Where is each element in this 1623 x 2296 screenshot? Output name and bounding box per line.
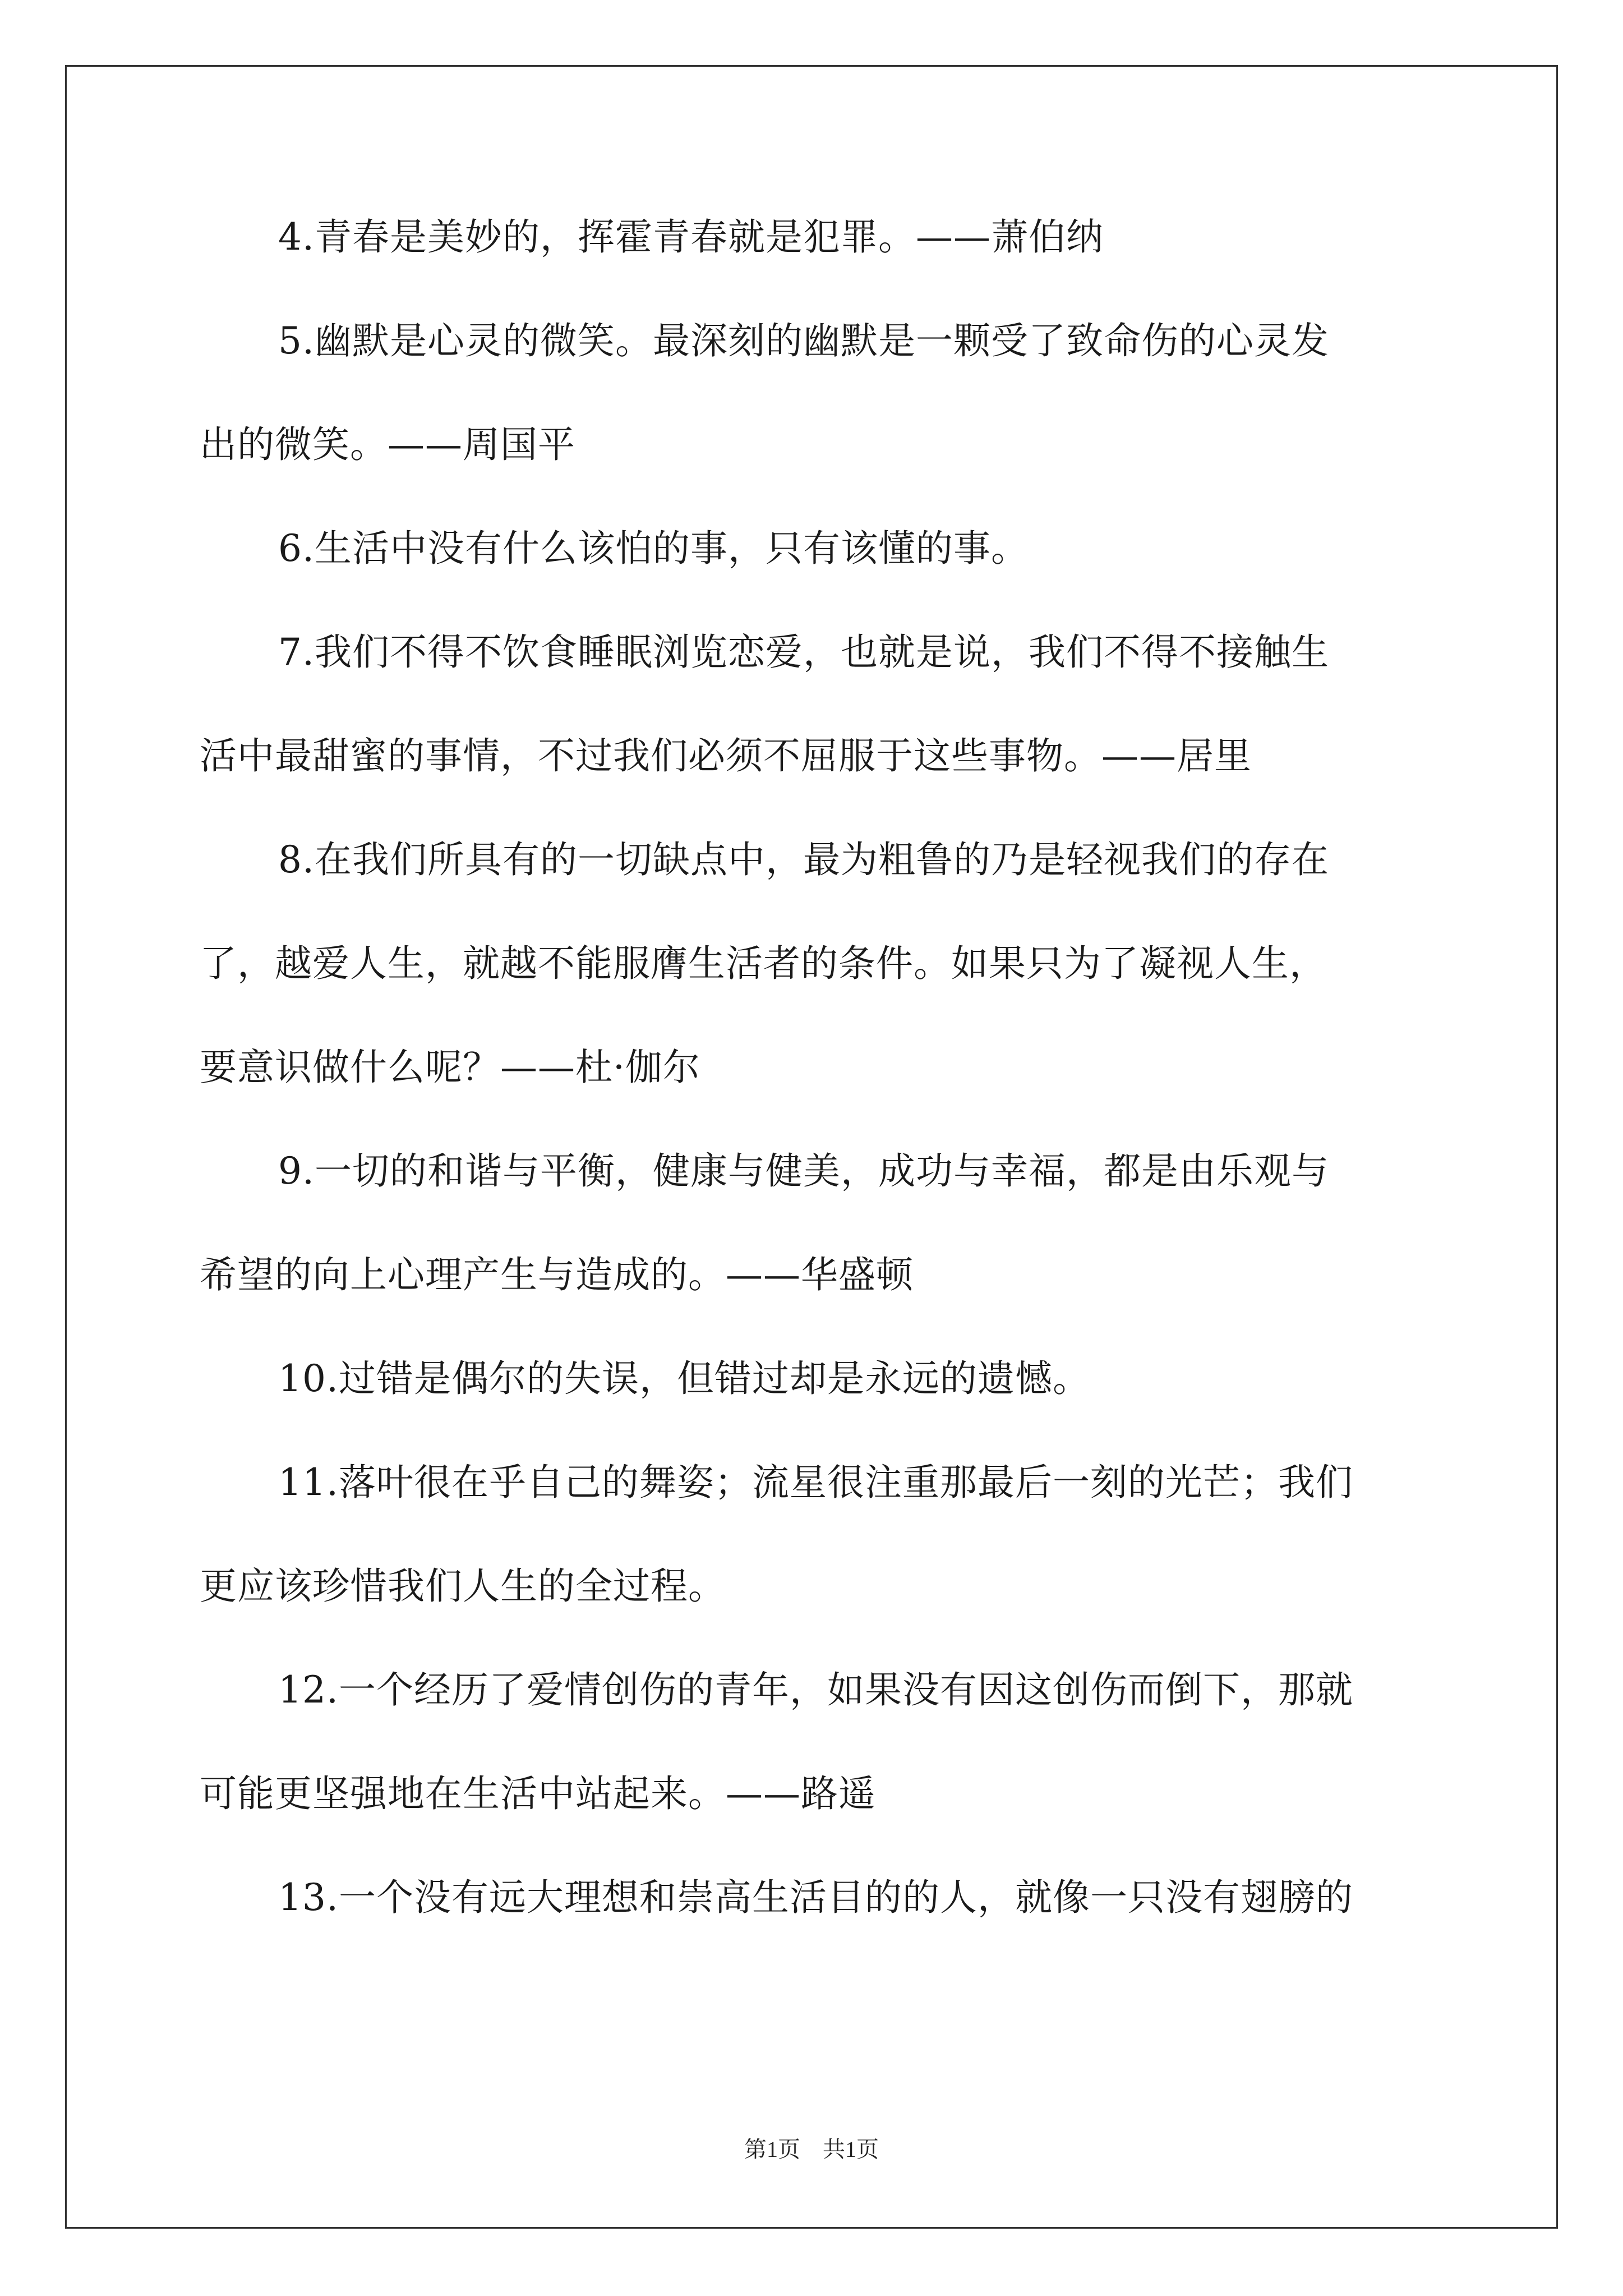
quote-5-line-2: 出的微笑。——周国平	[200, 423, 575, 466]
quote-6-line-1: 6.生活中没有什么该怕的事，只有该懂的事。	[278, 527, 1029, 570]
quote-12-line-2: 可能更坚强地在生活中站起来。——路遥	[200, 1772, 876, 1815]
quote-11-line-1: 11.落叶很在乎自己的舞姿；流星很注重那最后一刻的光芒；我们	[278, 1461, 1353, 1504]
quote-9-line-2: 希望的向上心理产生与造成的。——华盛顿	[200, 1253, 914, 1296]
quote-8-line-3: 要意识做什么呢？——杜·伽尔	[200, 1046, 700, 1089]
page-number-footer: 第1页 共1页	[744, 2137, 879, 2162]
quote-12-line-1: 12.一个经历了爱情创伤的青年，如果没有因这创伤而倒下，那就	[278, 1668, 1353, 1711]
quote-8-line-2: 了，越爱人生，就越不能服膺生活者的条件。如果只为了凝视人生，	[200, 942, 1327, 985]
quote-5-line-1: 5.幽默是心灵的微笑。最深刻的幽默是一颗受了致命伤的心灵发	[278, 319, 1329, 362]
quote-4-line-1: 4.青春是美妙的，挥霍青春就是犯罪。——萧伯纳	[278, 215, 1104, 259]
quote-9-line-1: 9.一切的和谐与平衡，健康与健美，成功与幸福，都是由乐观与	[278, 1149, 1329, 1193]
quote-13-line-1: 13.一个没有远大理想和崇高生活目的的人，就像一只没有翅膀的	[278, 1876, 1353, 1919]
quote-7-line-2: 活中最甜蜜的事情，不过我们必须不屈服于这些事物。——居里	[200, 734, 1252, 777]
quote-7-line-1: 7.我们不得不饮食睡眠浏览恋爱，也就是说，我们不得不接触生	[278, 631, 1329, 674]
quote-8-line-1: 8.在我们所具有的一切缺点中，最为粗鲁的乃是轻视我们的存在	[278, 838, 1329, 881]
quote-10-line-1: 10.过错是偶尔的失误，但错过却是永远的遗憾。	[278, 1357, 1090, 1400]
quote-11-line-2: 更应该珍惜我们人生的全过程。	[200, 1565, 726, 1608]
